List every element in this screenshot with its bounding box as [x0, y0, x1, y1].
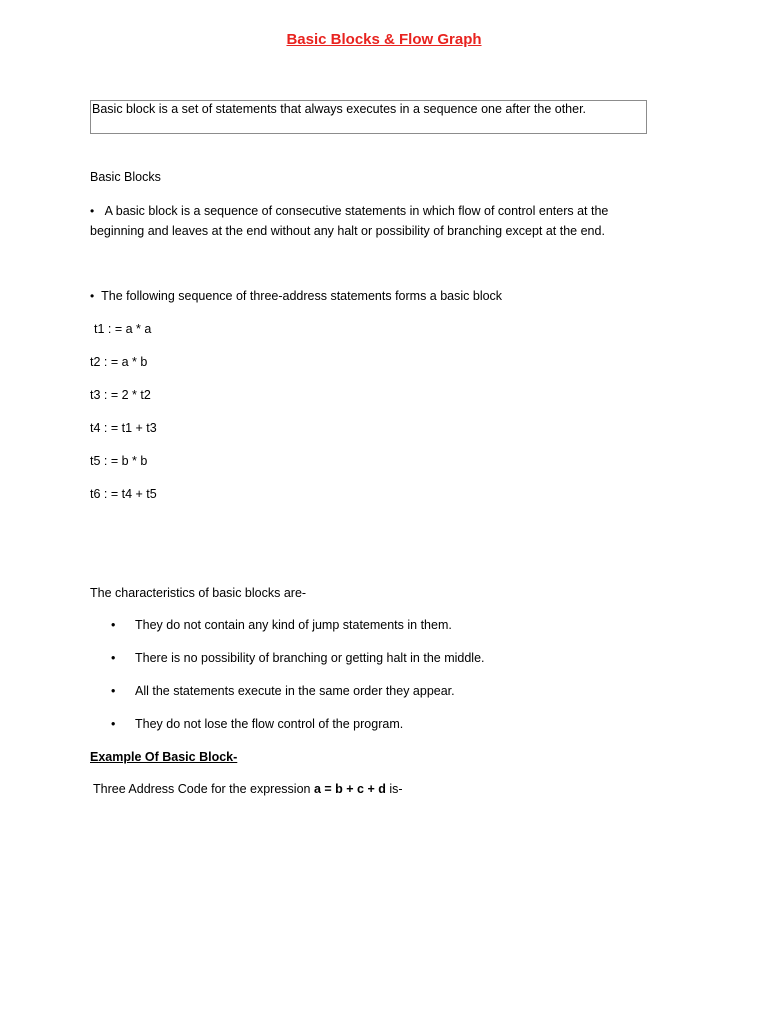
- characteristic-bullet-icon: •: [111, 717, 116, 731]
- statement-line: t3 : = 2 * t2: [90, 388, 151, 402]
- example-text-suffix: is-: [385, 782, 403, 796]
- characteristic-bullet-icon: •: [111, 651, 116, 665]
- statement-line: t5 : = b * b: [90, 454, 148, 468]
- characteristic-bullet-icon: •: [111, 618, 116, 632]
- statement-line: t2 : = a * b: [90, 355, 148, 369]
- characteristic-item: There is no possibility of branching or getting halt in the middle.: [135, 651, 485, 665]
- characteristic-bullet-icon: •: [111, 684, 116, 698]
- example-expression: a = b + c + d: [313, 782, 386, 796]
- example-heading: Example Of Basic Block-: [90, 750, 238, 764]
- bullet-three-address-intro: [90, 289, 502, 303]
- definition-text: Basic block is a set of statements that always executes in a sequence one after the other.: [92, 102, 587, 116]
- characteristics-intro: The characteristics of basic blocks are-: [90, 586, 307, 600]
- page-title: Basic Blocks & Flow Graph: [286, 31, 482, 48]
- statement-line: t6 : = t4 + t5: [90, 487, 157, 501]
- bullet-icon: •: [90, 289, 95, 303]
- example-text: [93, 782, 403, 796]
- characteristic-item: All the statements execute in the same order they appear.: [135, 684, 455, 698]
- characteristic-item: They do not lose the flow control of the program.: [135, 717, 404, 731]
- characteristic-item: They do not contain any kind of jump statements in them.: [135, 618, 452, 632]
- statement-line: t4 : = t1 + t3: [90, 421, 157, 435]
- bullet-icon: •: [90, 204, 95, 218]
- bullet-basic-block-definition: [90, 201, 650, 241]
- bullet-text: A basic block is a sequence of consecutive statements in which flow of control enters at the beginning and leaves at the end without any halt or possibility of branching except at the end.: [90, 204, 609, 238]
- bullet-text: The following sequence of three-address statements forms a basic block: [101, 289, 503, 303]
- statement-line: t1 : = a * a: [94, 322, 152, 336]
- example-text-prefix: Three Address Code for the expression: [93, 782, 314, 796]
- section-heading: Basic Blocks: [90, 170, 161, 184]
